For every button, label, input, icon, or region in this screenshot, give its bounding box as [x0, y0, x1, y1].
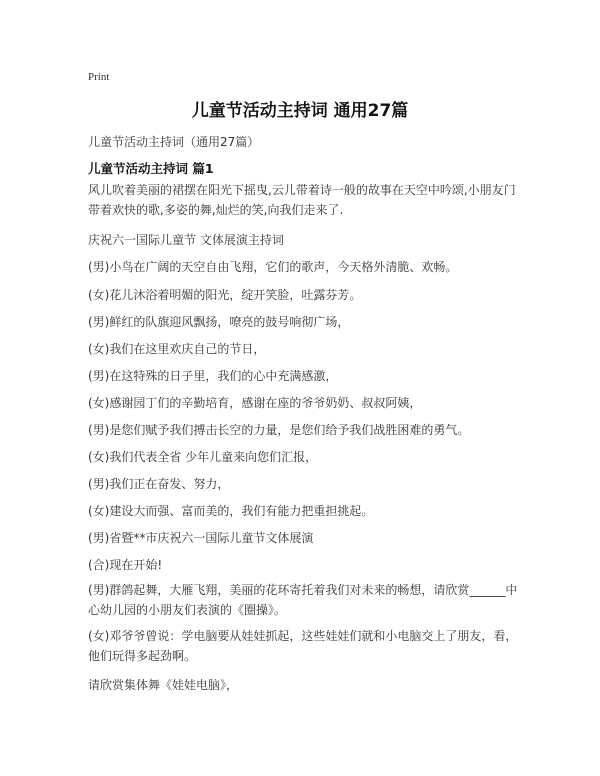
paragraph: (男)我们正在奋发、努力， — [88, 477, 230, 491]
paragraph: (女)感谢园丁们的辛勤培育，感谢在座的爷爷奶奶、叔叔阿姨， — [88, 396, 422, 410]
page-title: 儿童节活动主持词 通用27篇 — [191, 101, 409, 121]
paragraph: (男)是您们赋予我们搏击长空的力量，是您们给予我们战胜困难的勇气。 — [88, 423, 470, 437]
print-label[interactable]: Print — [88, 71, 110, 83]
paragraph: (女)我们代表全省 少年儿童来向您们汇报， — [88, 450, 318, 464]
paragraph: (男)鲜红的队旗迎风飘扬，嘹亮的鼓号响彻广场， — [88, 315, 350, 329]
document-subtitle: 儿童节活动主持词（通用27篇） — [88, 135, 260, 149]
paragraph: 请欣赏集体舞《娃娃电脑》， — [88, 678, 239, 692]
paragraph: (女)建设大而强、富而美的，我们有能力把重担挑起。 — [88, 504, 374, 518]
paragraph: (男)小鸟在广阔的天空自由飞翔，它们的歌声，今天格外清脆、欢畅。 — [88, 260, 458, 274]
intro-paragraph: 风儿吹着美丽的裙摆在阳光下摇曳,云儿带着诗一般的故事在天空中吟颂,小朋友门带着欢快的歌,多姿的舞,灿烂的笑,向我们走来了. — [88, 183, 516, 217]
paragraph: (女)邓爷爷曾说：学电脑要从娃娃抓起，这些娃娃们就和小电脑交上了朋友，看，他们玩得多起劲啊。 — [88, 629, 518, 663]
paragraph: (女)我们在这里欢庆自己的节日， — [88, 342, 266, 356]
paragraph: (合)现在开始! — [88, 558, 163, 572]
paragraph: 庆祝六一国际儿童节 文体展演主持词 — [88, 233, 284, 247]
paragraph: (男)群鸽起舞，大雁飞翔，美丽的花环寄托着我们对未来的畅想，请欣赏______中心幼儿园的小朋友们表演的《圈操》。 — [88, 583, 518, 617]
section-heading: 儿童节活动主持词 篇1 — [88, 161, 214, 176]
paragraph: (男)在这特殊的日子里，我们的心中充满感激， — [88, 369, 338, 383]
paragraph: (男)省暨**市庆祝六一国际儿童节文体展演 — [88, 531, 314, 545]
paragraph: (女)花儿沐浴着明媚的阳光，绽开笑脸，吐露芬芳。 — [88, 288, 362, 302]
